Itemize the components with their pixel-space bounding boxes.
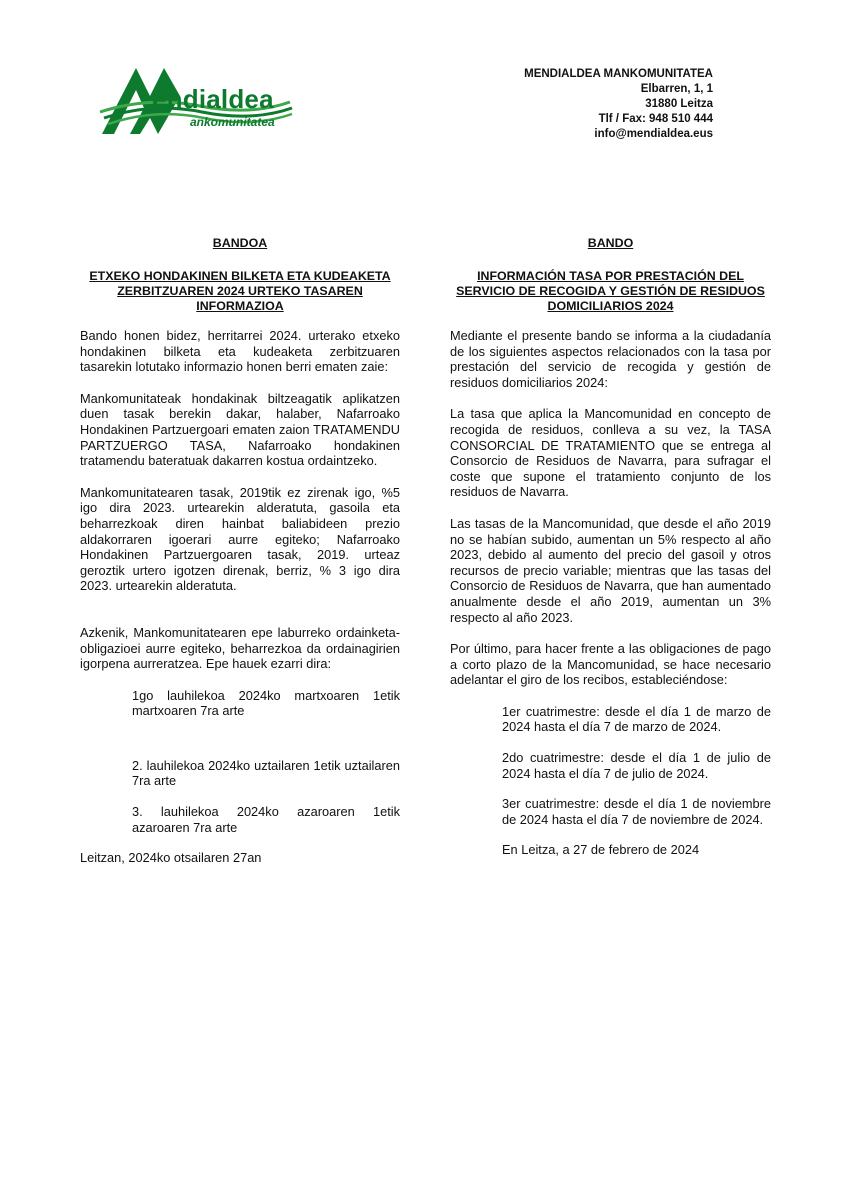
basque-paragraph: Mankomunitateak hondakinak biltzeagatik aplikatzen duen tasak berekin dakar, halaber, Nafarroako Hondakinen Partzuergoari ematen zaion TRATAMENDU PARTZUERGO TASA, Nafarroako hondakinen tratamendu bateratuak dakarren kostua ordaintzeko. [80, 390, 400, 469]
basque-column [80, 236, 400, 866]
logo-subtitle: ankomunitatea [190, 115, 275, 129]
mendialdea-logo [80, 56, 312, 152]
spanish-paragraph: Mediante el presente bando se informa a la ciudadanía de los siguientes aspectos relacionados con la tasa por prestación del servicio de recogida y gestión de residuos domiciliarios 2024: [450, 328, 771, 390]
spanish-column [450, 236, 771, 858]
basque-paragraph: Bando honen bidez, herritarrei 2024. urterako etxeko hondakinen bilketa eta kudeaketa zerbitzuaren tasarekin lotutako informazio honen berri ematen zaie: [80, 328, 400, 375]
spanish-paragraph: Por último, para hacer frente a las obligaciones de pago a corto plazo de la Mancomunidad, se hace necesario adelantar el giro de los recibos, estableciéndose: [450, 641, 771, 688]
organization-address [524, 67, 713, 142]
spanish-paragraph: La tasa que aplica la Mancomunidad en concepto de recogida de residuos, conlleva a su vez, la TASA CONSORCIAL DE TRATAMIENTO que se entrega al Consorcio de Residuos de Navarra, para sufragar el coste que supone el tratamiento conjunto de los residuos de Navarra. [450, 406, 771, 500]
basque-period-item: 3. lauhilekoa 2024ko azaroaren 1etik azaroaren 7ra arte [132, 804, 400, 835]
basque-period-item: 1go lauhilekoa 2024ko martxoaren 1etik martxoaren 7ra arte [132, 687, 400, 719]
spanish-paragraph: Las tasas de la Mancomunidad, que desde el año 2019 no se habían subido, aumentan un 5% respecto al año 2023, debido al aumento del precio del gasoil y otros recursos de precio variable; mientras que las tasas del Consorcio de Residuos de Navarra, que han aumentado anualmente desde el año 2019, aumentan un 3% respecto al año 2023. [450, 515, 771, 625]
basque-closing: Leitzan, 2024ko otsailaren 27an [80, 850, 262, 866]
spanish-heading: BANDO [587, 236, 634, 250]
org-email[interactable]: info@mendialdea.eus [594, 128, 713, 140]
basque-subheading: ETXEKO HONDAKINEN BILKETA ETA KUDEAKETA ZERBITZUAREN 2024 URTEKO TASAREN INFORMAZIOA [89, 269, 391, 313]
basque-paragraph: Azkenik, Mankomunitatearen epe laburreko ordainketa-obligazioei aurre egiteko, beharrezkoa da ordainagirien igorpena aurreratzea. Epe hauek ezarri dira: [80, 624, 400, 672]
org-street: Elbarren, 1, 1 [640, 83, 713, 95]
basque-heading: BANDOA [212, 236, 268, 250]
basque-period-item: 2. lauhilekoa 2024ko uztailaren 1etik uztailaren 7ra arte [132, 757, 400, 789]
spanish-period-item: 2do cuatrimestre: desde el día 1 de julio de 2024 hasta el día 7 de julio de 2024. [502, 750, 771, 781]
spanish-period-item: 3er cuatrimestre: desde el día 1 de noviembre de 2024 hasta el día 7 de noviembre de 2024. [502, 796, 771, 827]
spanish-period-item: 1er cuatrimestre: desde el día 1 de marzo de 2024 hasta el día 7 de marzo de 2024. [502, 703, 771, 735]
org-name: MENDIALDEA MANKOMUNITATEA [524, 68, 713, 80]
org-phone: Tlf / Fax: 948 510 444 [598, 113, 713, 125]
spanish-closing: En Leitza, a 27 de febrero de 2024 [502, 842, 700, 858]
basque-paragraph: Mankomunitatearen tasak, 2019tik ez zirenak igo, %5 igo dira 2023. urtearekin alderatuta, gasoila eta beharrezkoak diren hainbat baliabideen prezio aldakorraren igoerari aurre egiteko; Nafarroako Hondakinen Partzuergoaren tasak, 2019. urteaz geroztik urtero igotzen direnak, berriz, % 3 igo dira 2023. urtearekin alderatuta. [80, 484, 400, 594]
org-city: 31880 Leitza [645, 98, 713, 110]
logo-word: endialdea [152, 84, 274, 114]
spanish-subheading: INFORMACIÓN TASA POR PRESTACIÓN DEL SERVICIO DE RECOGIDA Y GESTIÓN DE RESIDUOS DOMICILIARIOS 2024 [456, 269, 765, 313]
